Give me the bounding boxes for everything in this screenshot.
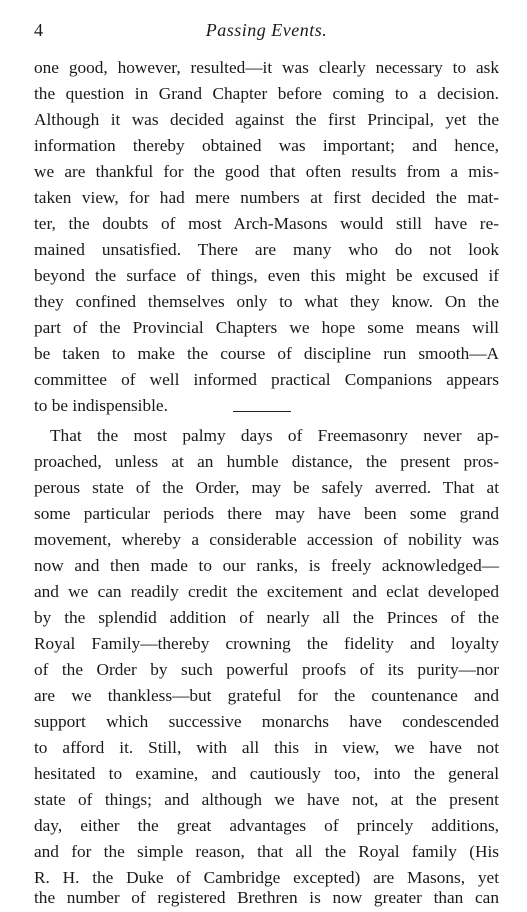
text-line: be taken to make the course of discipline run smooth—A <box>34 344 499 363</box>
page-number: 4 <box>34 20 43 40</box>
text-line: some particular periods there may have been some grand <box>34 504 499 523</box>
text-line: they confined themselves only to what they know. On the <box>34 292 499 311</box>
text-line: hesitated to examine, and cautiously too, into the general <box>34 764 499 783</box>
text-line: ter, the doubts of most Arch-Masons would still have re- <box>34 214 499 233</box>
text-line: perous state of the Order, may be safely averred. That at <box>34 478 499 497</box>
text-line: That the most palmy days of Freemasonry never ap- <box>50 426 499 445</box>
text-line: we are thankful for the good that often results from a mis- <box>34 162 499 181</box>
text-line: state of things; and although we have not, at the present <box>34 790 499 809</box>
text-line: support which successive monarchs have condescended <box>34 712 499 731</box>
running-title: Passing Events. <box>205 20 328 40</box>
section-divider <box>233 411 291 412</box>
text-line: beyond the surface of things, even this might be excused if <box>34 266 499 285</box>
text-line: movement, whereby a considerable accession of nobility was <box>34 530 499 549</box>
text-line: part of the Provincial Chapters we hope some means will <box>34 318 499 337</box>
text-line: R. H. the Duke of Cambridge excepted) are Masons, yet <box>34 868 499 887</box>
text-line: now and then made to our ranks, is freely acknowledged— <box>34 556 499 575</box>
text-line: day, either the great advantages of princely additions, <box>34 816 499 835</box>
text-line: committee of well informed practical Companions appears <box>34 370 499 389</box>
text-line: Royal Family—thereby crowning the fidelity and loyalty <box>34 634 499 653</box>
text-line: mained unsatisfied. There are many who do not look <box>34 240 499 259</box>
text-line: taken view, for had mere numbers at first decided the mat- <box>34 188 499 207</box>
text-line: of the Order by such powerful proofs of its purity—nor <box>34 660 499 679</box>
text-line: and we can readily credit the excitement and eclat developed <box>34 582 499 601</box>
text-line: Although it was decided against the first Principal, yet the <box>34 110 499 129</box>
text-line: one good, however, resulted—it was clearly necessary to ask <box>34 58 499 77</box>
text-line: to be indispensible. <box>34 396 168 415</box>
text-line: information thereby obtained was important; and hence, <box>34 136 499 155</box>
text-line: and for the simple reason, that all the Royal family (His <box>34 842 499 861</box>
text-line: by the splendid addition of nearly all the Princes of the <box>34 608 499 627</box>
text-line: proached, unless at an humble distance, the present pros- <box>34 452 499 471</box>
text-line: the question in Grand Chapter before coming to a decision. <box>34 84 499 103</box>
text-line: to afford it. Still, with all this in view, we have not <box>34 738 499 757</box>
page-header <box>34 20 499 44</box>
text-line: the number of registered Brethren is now greater than can <box>34 888 499 907</box>
text-line: are we thankless—but grateful for the countenance and <box>34 686 499 705</box>
